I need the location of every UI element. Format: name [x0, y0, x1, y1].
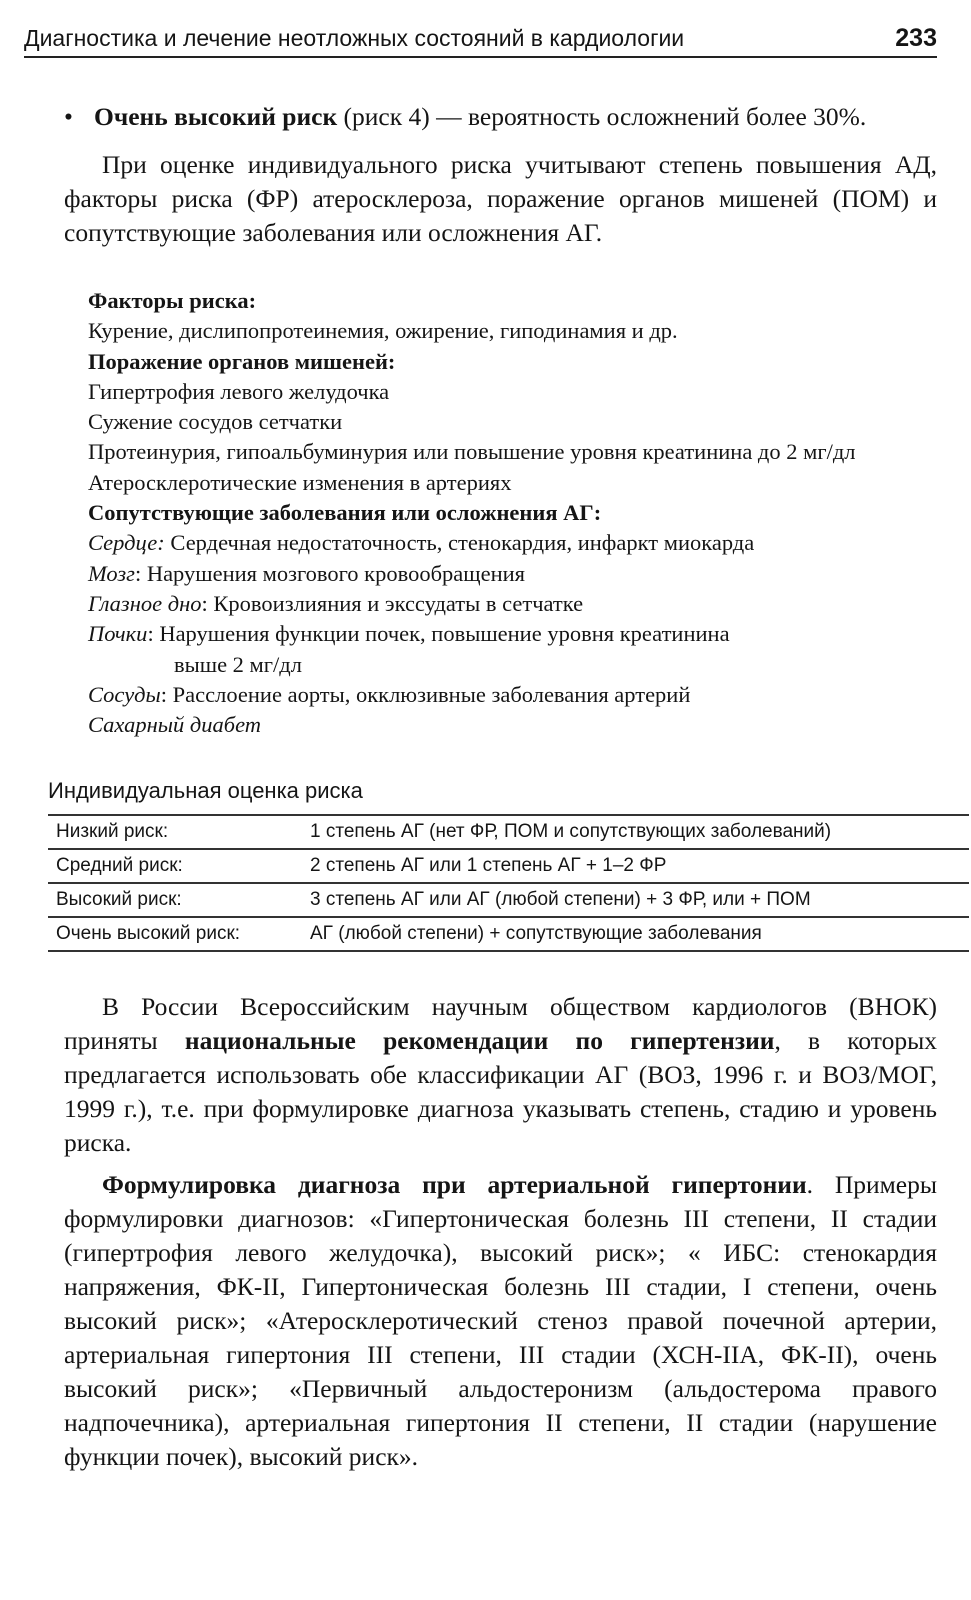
running-title: Диагностика и лечение неотложных состояний в кардиологии — [24, 25, 685, 51]
list-heading-target-organ-damage: Поражение органов мишеней: — [88, 348, 396, 374]
list-item: Гипертрофия левого желудочка — [88, 378, 390, 404]
list-item-kidney-continued: выше 2 мг/дл — [174, 651, 302, 677]
table-cell-value: 2 степень АГ или 1 степень АГ + 1–2 ФР — [310, 855, 667, 877]
list-item: Сужение сосудов сетчатки — [88, 409, 343, 435]
bullet-text: (риск 4) — вероятность осложнений более 30%. — [337, 102, 867, 131]
list-heading-associated-conditions: Сопутствующие заболевания или осложнения АГ: — [88, 500, 602, 526]
list-item: Протеинурия, гипоальбуминурия или повышение уровня креатинина до 2 мг/дл — [88, 439, 856, 465]
table-cell-label: Средний риск: — [56, 855, 183, 877]
table-cell-value: 1 степень АГ (нет ФР, ПОМ и сопутствующих заболеваний) — [310, 821, 832, 843]
list-item-heart: Сердце: Сердечная недостаточность, стенокардия, инфаркт миокарда — [88, 530, 755, 556]
list-heading-risk-factors: Факторы риска: — [88, 288, 257, 313]
risk-table — [48, 814, 969, 952]
list-item: Атеросклеротические изменения в артериях — [88, 469, 512, 495]
table-row — [48, 815, 969, 849]
table-cell-label: Очень высокий риск: — [56, 923, 241, 945]
list-item-kidney: Почки: Нарушения функции почек, повышение уровня креатинина — [88, 621, 730, 647]
list-item-fundus: Глазное дно: Кровоизлияния и экссудаты в сетчатке — [88, 590, 584, 616]
table-row — [48, 917, 969, 951]
table-row — [48, 883, 969, 917]
table-cell-label: Высокий риск: — [56, 889, 182, 911]
bullet-item-very-high-risk — [64, 100, 937, 134]
table-cell-value: 3 степень АГ или АГ (любой степени) + 3 ФР, или + ПОМ — [310, 889, 811, 911]
table-row — [48, 849, 969, 883]
list-item-diabetes: Сахарный диабет — [88, 712, 262, 738]
paragraph-diagnosis-formulation: Формулировка диагноза при артериальной гипертонии. Примеры формулировки диагнозов: «Гипертоническая болезнь III степени, II стадии (гипертрофия левого желудочка), высокий риск»; « ИБС: стенокардия напряжения, ФК-II, Гипертоническая болезнь III стадии, I степени, очень высокий риск»; «Атеросклеротический стеноз правой почечной артерии, артериальная гипертония III степени, III стадии (ХСН-IIA, ФК-II), очень высокий риск»; «Первичный альдостеронизм (альдостерома правого надпочечника), артериальная гипертония II степени, II стадии (нарушение функции почек), высокий риск». — [64, 1170, 938, 1472]
paragraph-national-guidelines: В России Всероссийским научным обществом кардиологов (ВНОК) приняты национальные рекомендации по гипертензии, в которых предлагается использовать обе классификации АГ (ВОЗ, 1996 г. и ВОЗ/МОГ, 1999 г.), т.е. при формулировке диагноза указывать степень, стадию и уровень риска. — [64, 992, 937, 1158]
table-title: Индивидуальная оценка риска — [48, 778, 363, 804]
page-number: 233 — [895, 24, 937, 52]
running-header — [24, 24, 937, 58]
list-item-vessels: Сосуды: Расслоение аорты, окклюзивные заболевания артерий — [88, 681, 691, 707]
paragraph-individual-risk: При оценке индивидуального риска учитывают степень повышения АД, факторы риска (ФР) атеросклероза, поражение органов мишеней (ПОМ) и сопутствующие заболевания или осложнения АГ. — [64, 150, 937, 247]
table-cell-value: АГ (любой степени) + сопутствующие заболевания — [310, 923, 762, 945]
list-item: Курение, дислипопротеинемия, ожирение, гиподинамия и др. — [88, 318, 678, 344]
bullet-marker: • — [64, 102, 73, 131]
list-item-brain: Мозг: Нарушения мозгового кровообращения — [88, 560, 526, 586]
bullet-bold-term: Очень высокий риск — [94, 102, 338, 131]
table-cell-label: Низкий риск: — [56, 821, 169, 843]
risk-factor-list — [88, 286, 937, 740]
